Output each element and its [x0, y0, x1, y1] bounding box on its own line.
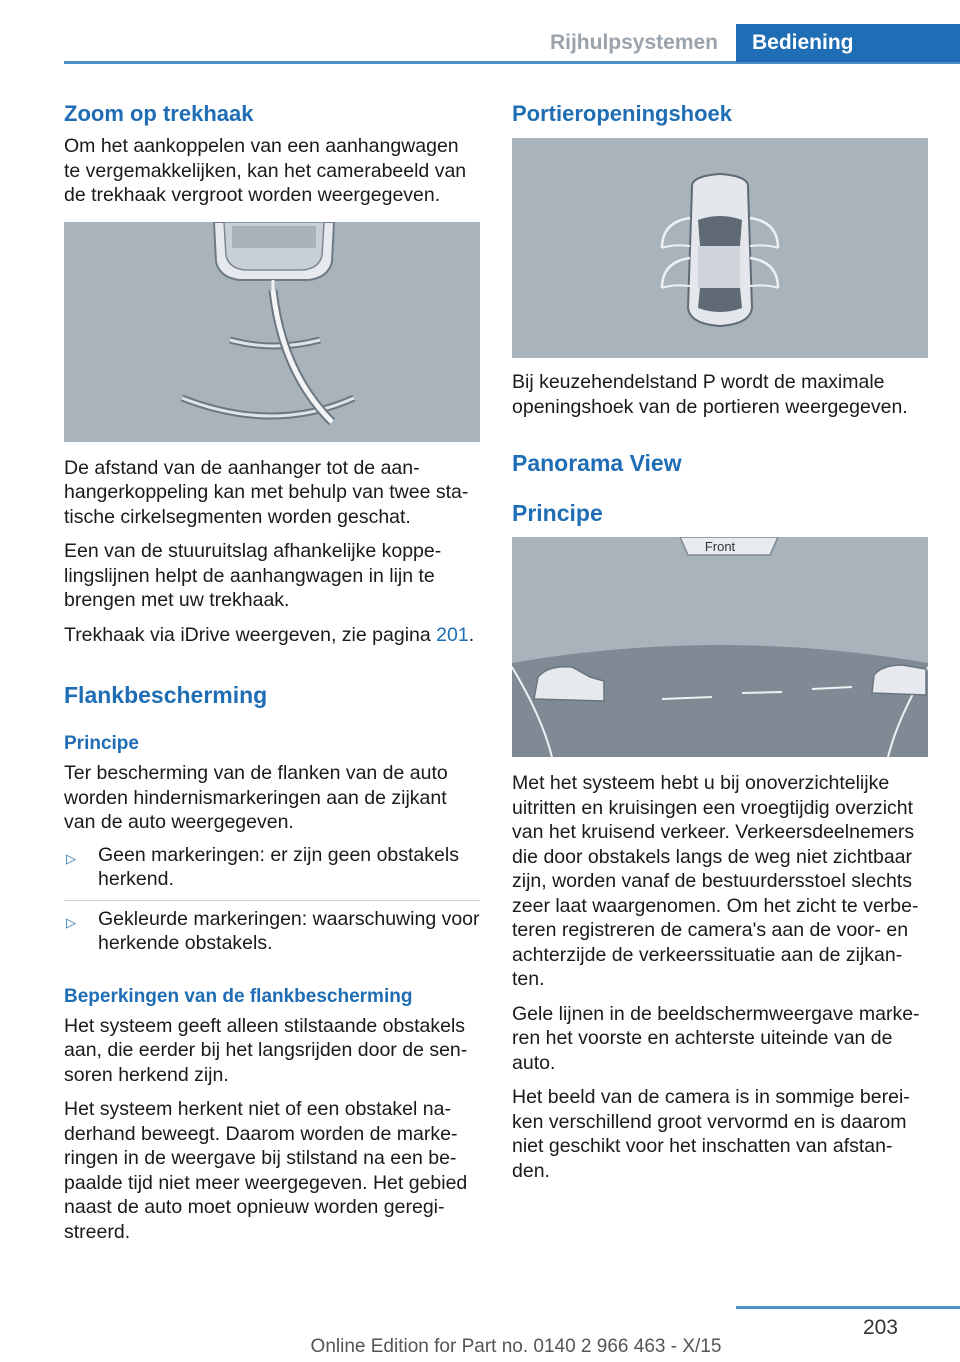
edition-note: Online Edition for Part no. 0140 2 966 463 - X/15: [310, 1336, 722, 1357]
heading-principe-flank: Principe: [64, 733, 139, 754]
triangle-bullet-icon: ▷: [66, 850, 76, 866]
footer-rule: [736, 1306, 960, 1309]
heading-portieropeningshoek: Portieropeningshoek: [512, 101, 733, 126]
left-column: [64, 100, 480, 1254]
heading-zoom-trekhaak: Zoom op trekhaak: [64, 101, 254, 126]
list-item: ▷ Geen markeringen: er zijn geen obstakels herkend.: [64, 837, 480, 901]
door-opening-angle-figure: [512, 138, 928, 358]
reference-end: .: [468, 623, 475, 646]
heading-panorama-view: Panorama View: [512, 450, 682, 476]
marker-bullet-list: [64, 837, 480, 964]
header-current-tab[interactable]: Bediening: [736, 24, 960, 62]
triangle-bullet-icon: ▷: [66, 914, 76, 930]
page-number: 203: [862, 1316, 898, 1339]
front-camera-label: Front: [704, 539, 736, 554]
paragraph-beperkingen-2: Het systeem herkent niet of een obstakel na-derhand beweegt. Daarom worden de marke-ringen in de weergave bij stilstand na een be-paalde tijd niet meer weergegeven. Het gebied naast de auto moet opnieuw worden geregi-streerd.: [64, 1098, 468, 1243]
paragraph-panorama-3: Het beeld van de camera is in sommige berei-ken verschillend groot vervormd en is daarom niet geschikt voor het inschatten van afstan-den.: [512, 1086, 910, 1182]
paragraph-reference: [64, 623, 480, 648]
page-link-201[interactable]: 201: [436, 623, 469, 646]
panorama-view-figure: [512, 537, 928, 757]
panorama-view-image: [512, 537, 928, 757]
paragraph-koppelingslijnen: Een van de stuuruitslag afhankelijke koppe-lingslijnen helpt de aanhangwagen in lijn te brengen met uw trekhaak.: [64, 540, 442, 611]
paragraph-afstand: De afstand van de aanhanger tot de aan-hangerkoppeling kan met behulp van twee sta-tische cirkelsegmenten worden geschat.: [64, 456, 469, 528]
trailer-hitch-camera-figure: [64, 222, 480, 442]
paragraph-portier: Bij keuzehendelstand P wordt de maximale openingshoek van de portieren weergegeven.: [512, 371, 908, 418]
header-section-label[interactable]: Rijhulpsystemen: [549, 31, 719, 54]
paragraph-beperkingen-1: Het systeem geeft alleen stilstaande obstakels aan, die eerder bij het langsrijden door de sen-soren herkend zijn.: [64, 1014, 468, 1086]
heading-principe-panorama: Principe: [512, 500, 603, 526]
paragraph-panorama-1: Met het systeem hebt u bij onoverzichtelijke uitritten en kruisingen een vroegtijdig overzicht van het kruisend verkeer. Verkeersdeelnemers die door obstakels langs de weg niet zichtbaar zijn, worden vanaf de bestuurdersstoel slechts zeer laat waargenomen. Om het zicht te verbe-teren registreren de camera's aan de voor- en achterzijde de verkeerssituatie aan de zijkan-ten.: [512, 772, 919, 990]
paragraph-panorama-2: Gele lijnen in de beeldschermweergave marke-ren het voorste en achterste uiteinde van de auto.: [512, 1002, 920, 1074]
right-column: [512, 100, 928, 1193]
paragraph-zoom: Om het aankoppelen van een aanhangwagen te vergemakkelijken, kan het camerabeeld van de trekhaak vergroot worden weergegeven.: [64, 135, 467, 206]
heading-flankbescherming: Flankbescherming: [64, 682, 268, 708]
heading-beperkingen: Beperkingen van de flankbescherming: [64, 985, 413, 1007]
list-item: ▷ Gekleurde markeringen: waarschuwing voor herkende obstakels.: [66, 907, 480, 954]
paragraph-principe-flank: Ter bescherming van de flanken van de auto worden hindernismarkeringen aan de zijkant van de auto weergegeven.: [64, 762, 448, 833]
reference-text: Trekhaak via iDrive weergeven, zie pagina: [64, 623, 437, 646]
